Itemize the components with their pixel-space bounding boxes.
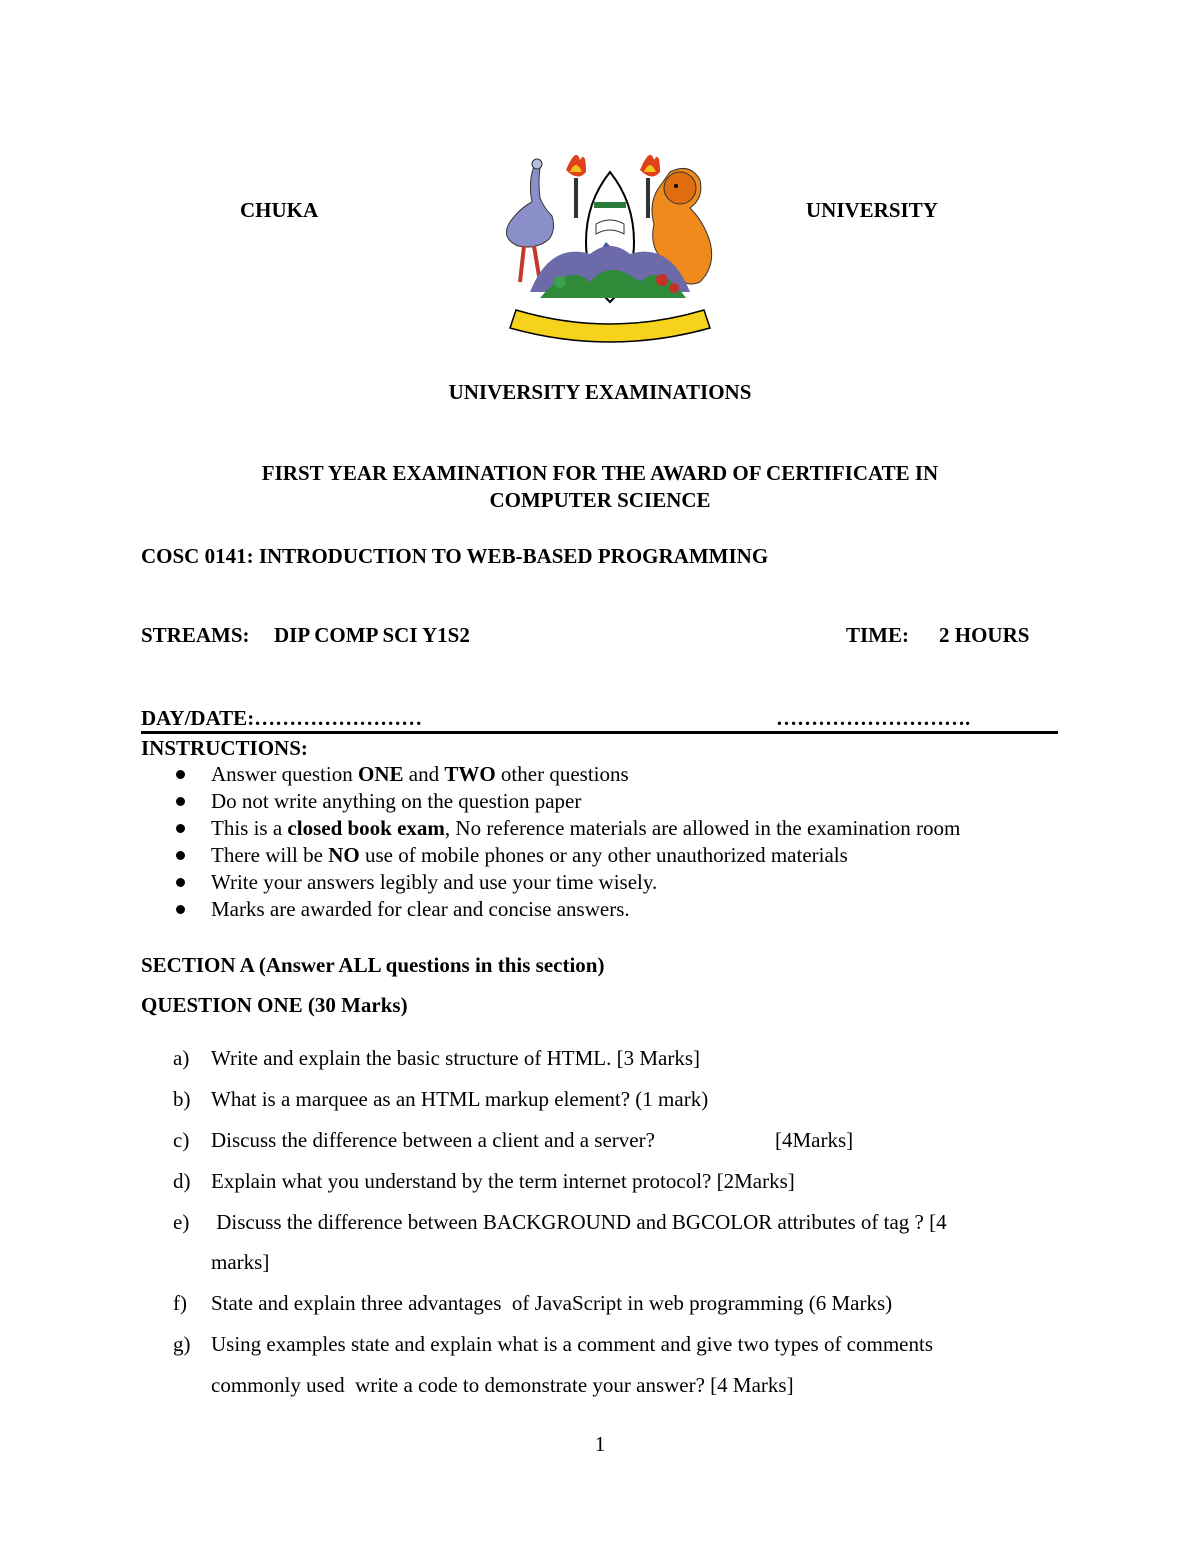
- question-text: Discuss the difference between a client and a server?: [211, 1128, 655, 1152]
- question-letter: f): [173, 1291, 187, 1315]
- bullet-dot: [176, 824, 185, 833]
- question-text: Explain what you understand by the term internet protocol? [2Marks]: [211, 1169, 795, 1193]
- streams-label: STREAMS:: [141, 623, 250, 647]
- header-divider: [141, 731, 1058, 734]
- time-label: TIME:: [846, 623, 909, 647]
- question-text: Write and explain the basic structure of HTML. [3 Marks]: [211, 1046, 700, 1070]
- daydate-label: DAY/DATE:……………………: [141, 706, 423, 730]
- instruction-item: This is a closed book exam, No reference materials are allowed in the examination room: [211, 816, 961, 840]
- time-value: 2 HOURS: [939, 623, 1030, 647]
- question-text: Discuss the difference between BACKGROUND and BGCOLOR attributes of tag ? [4: [211, 1210, 947, 1234]
- bullet-dot: [176, 797, 185, 806]
- page-number: 1: [594, 1432, 606, 1456]
- course-title: COSC 0141: INTRODUCTION TO WEB-BASED PROGRAMMING: [141, 544, 769, 568]
- question-letter: c): [173, 1128, 190, 1152]
- section-a-heading: SECTION A (Answer ALL questions in this section): [141, 953, 605, 977]
- question-marks: [4Marks]: [775, 1128, 854, 1152]
- daydate-blank: ……………………….: [776, 706, 971, 730]
- exam-title-line1: FIRST YEAR EXAMINATION FOR THE AWARD OF CERTIFICATE IN: [261, 461, 939, 485]
- question-one-heading: QUESTION ONE (30 Marks): [141, 993, 408, 1017]
- university-crest-logo: [490, 142, 730, 348]
- question-text-continued: marks]: [211, 1250, 270, 1274]
- question-letter: a): [173, 1046, 190, 1070]
- header-left-word: CHUKA: [240, 198, 319, 222]
- instruction-item: Marks are awarded for clear and concise answers.: [211, 897, 630, 921]
- instruction-item: Answer question ONE and TWO other questions: [211, 762, 629, 786]
- question-text: State and explain three advantages of JavaScript in web programming (6 Marks): [211, 1291, 893, 1315]
- bullet-dot: [176, 851, 185, 860]
- question-letter: g): [173, 1332, 191, 1356]
- question-text-continued: commonly used write a code to demonstrate your answer? [4 Marks]: [211, 1373, 794, 1397]
- streams-value: DIP COMP SCI Y1S2: [274, 623, 470, 647]
- question-text: What is a marquee as an HTML markup element? (1 mark): [211, 1087, 709, 1111]
- instruction-item: Write your answers legibly and use your time wisely.: [211, 870, 658, 894]
- exam-heading: UNIVERSITY EXAMINATIONS: [448, 380, 752, 404]
- header-right-word: UNIVERSITY: [806, 198, 938, 222]
- question-letter: b): [173, 1087, 191, 1111]
- instructions-heading: INSTRUCTIONS:: [141, 736, 308, 760]
- bullet-dot: [176, 905, 185, 914]
- instruction-item: There will be NO use of mobile phones or any other unauthorized materials: [211, 843, 848, 867]
- bullet-dot: [176, 770, 185, 779]
- question-letter: e): [173, 1210, 190, 1234]
- question-letter: d): [173, 1169, 191, 1193]
- instruction-item: Do not write anything on the question paper: [211, 789, 582, 813]
- question-text: Using examples state and explain what is a comment and give two types of comments: [211, 1332, 933, 1356]
- bullet-dot: [176, 878, 185, 887]
- exam-title-line2: COMPUTER SCIENCE: [489, 488, 711, 512]
